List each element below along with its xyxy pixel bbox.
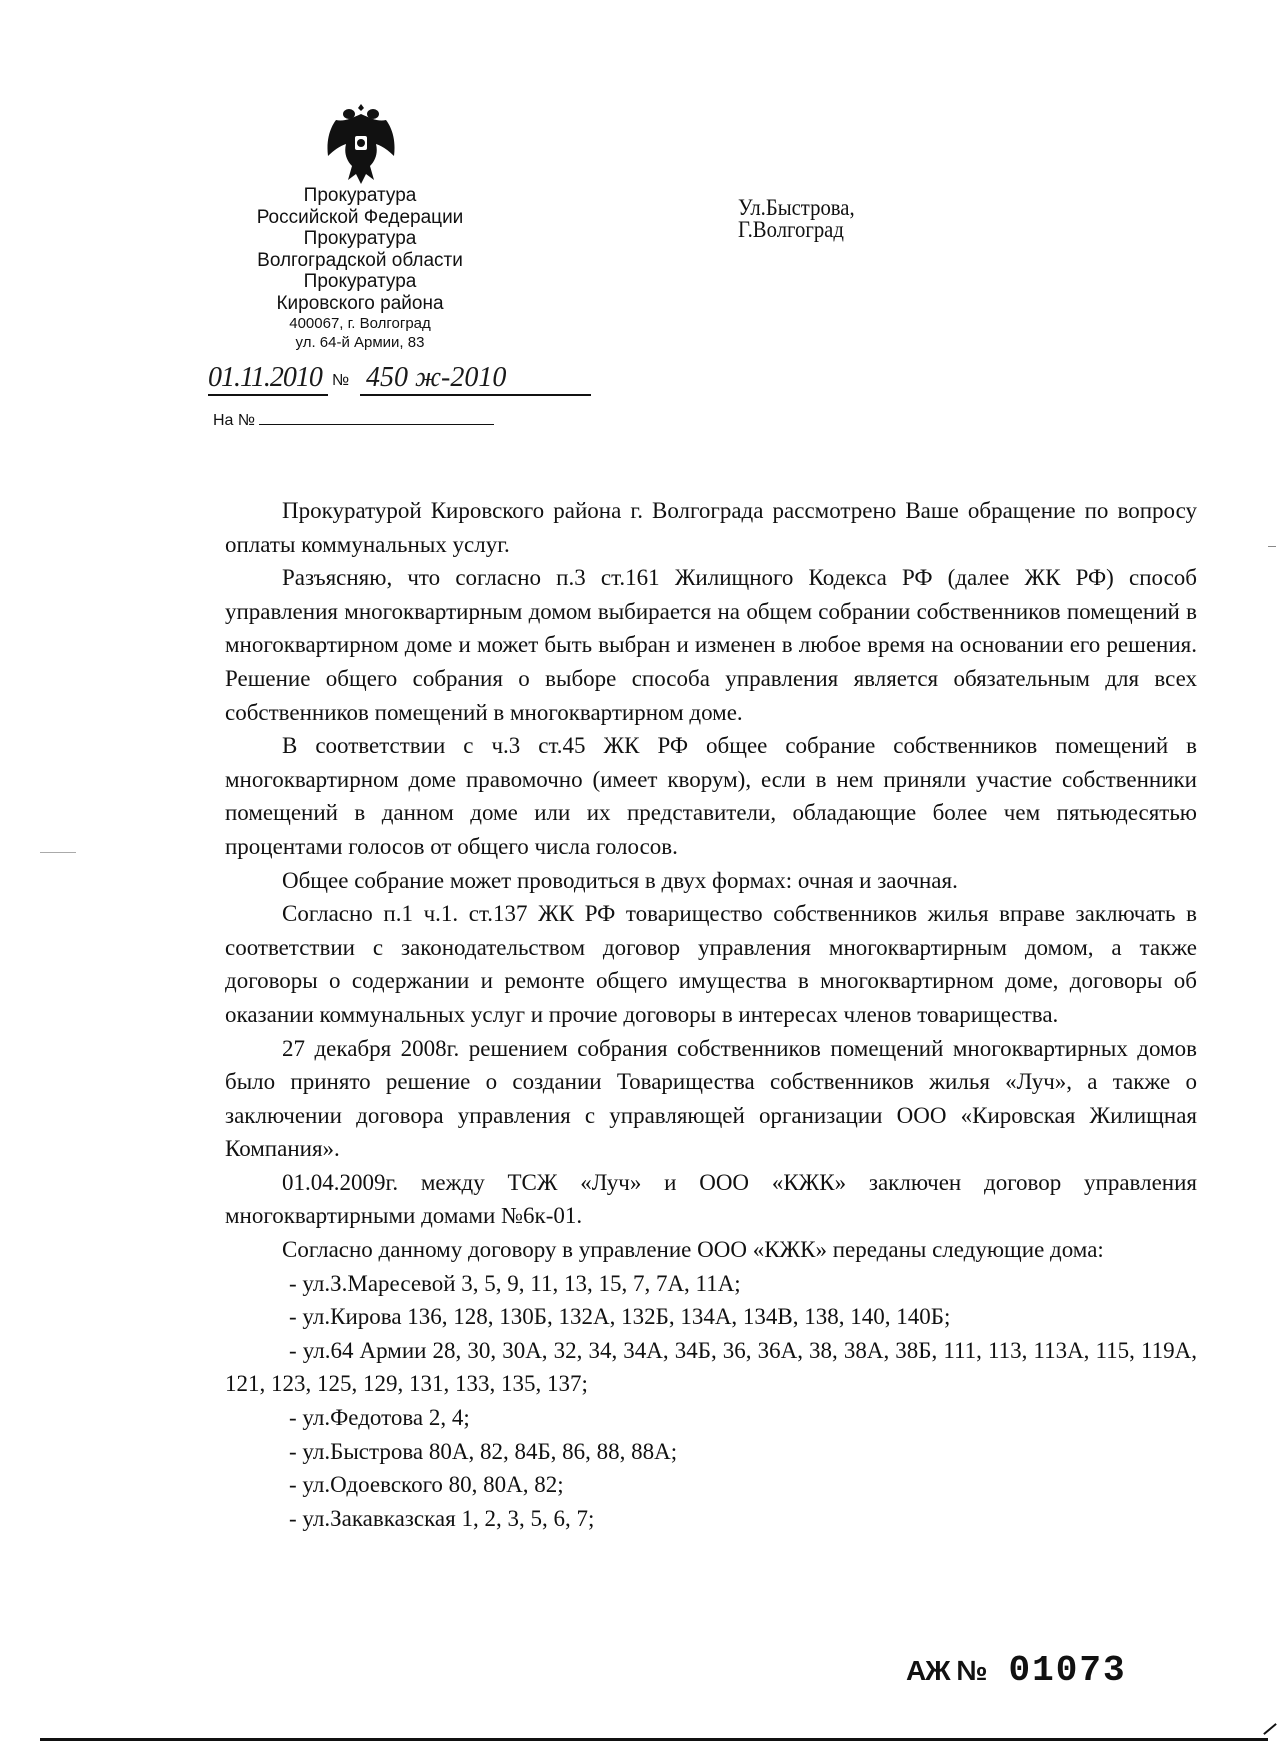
recipient-line: Ул.Быстрова,	[738, 195, 855, 220]
body-paragraph: Согласно п.1 ч.1. ст.137 ЖК РФ товарищество собственников жилья вправе заключать в соответствии с законодательством договор управления многоквартирным домом, а также договоры о содержании и ремонте общего имущества в многоквартирном доме, договоры об оказании коммунальных услуг и прочие договоры в интересах членов товарищества.	[225, 901, 1197, 1027]
house-list-item: - ул.Закавказская 1, 2, 3, 5, 6, 7;	[289, 1505, 595, 1531]
outgoing-date-number	[208, 362, 588, 394]
form-serial-number	[906, 1650, 1127, 1691]
form-serial-label: АЖ №	[906, 1655, 987, 1686]
recipient-address	[738, 197, 855, 241]
house-list-item: - ул.64 Армии 28, 30, 30А, 32, 34, 34А, 34Б, 36, 36А, 38, 38А, 38Б, 111, 113, 113А, 115, 119А, 121, 123, 125, 129, 131, 133, 135, 137;	[225, 1337, 1197, 1397]
footer-rule	[40, 1738, 1268, 1741]
house-list-item: - ул.Одоевского 80, 80А, 82;	[289, 1472, 564, 1498]
body-paragraph: Разъясняю, что согласно п.3 ст.161 Жилищного Кодекса РФ (далее ЖК РФ) способ управления многоквартирным домом выбирается на общем собрании собственников помещений в многоквартирном доме и может быть выбран и изменен в любое время на основании его решения. Решение общего собрания о выборе способа управления является обязательным для всех собственников помещений в многоквартирном доме.	[225, 565, 1197, 725]
house-list-item: - ул.Кирова 136, 128, 130Б, 132А, 132Б, 134А, 134В, 138, 140, 140Б;	[289, 1304, 951, 1330]
body-paragraph: В соответствии с ч.3 ст.45 ЖК РФ общее собрание собственников помещений в многоквартирном доме правомочно (имеет кворум), если в нем приняли участие собственники помещений в данном доме или их представители, обладающие более чем пятьюдесятью процентами голосов от общего числа голосов.	[225, 733, 1197, 859]
scan-speck	[1268, 546, 1276, 547]
body-paragraph: Прокуратурой Кировского района г. Волгограда рассмотрено Ваше обращение по вопросу оплаты коммунальных услуг.	[225, 498, 1197, 557]
body-paragraph: Согласно данному договору в управление ООО «КЖК» переданы следующие дома:	[282, 1237, 1104, 1263]
sender-line: Волгоградской области	[257, 249, 463, 271]
reference-label: На №	[213, 412, 256, 429]
outgoing-date: 01.11.2010	[208, 362, 328, 396]
sender-line: Кировского района	[276, 292, 444, 314]
sender-address-line: 400067, г. Волгоград	[289, 315, 431, 332]
body-paragraph: Общее собрание может проводиться в двух формах: очная и заочная.	[282, 867, 958, 893]
body-paragraph: 01.04.2009г. между ТСЖ «Луч» и ООО «КЖК» заключен договор управления многоквартирными домами №6к-01.	[225, 1169, 1197, 1229]
house-list-item: - ул.З.Маресевой 3, 5, 9, 11, 13, 15, 7, 7А, 11А;	[289, 1270, 741, 1296]
sender-letterhead	[200, 185, 520, 352]
number-sign: №	[332, 372, 350, 389]
sender-line: Прокуратура	[303, 271, 417, 292]
letter-body	[225, 494, 1197, 1535]
recipient-line: Г.Волгоград	[738, 217, 844, 242]
sender-line: Прокуратура	[303, 228, 417, 249]
sender-line: Российской Федерации	[256, 206, 464, 228]
house-list-item: - ул.Федотова 2, 4;	[289, 1405, 470, 1431]
coat-of-arms-emblem	[322, 100, 400, 188]
scan-speck	[40, 852, 76, 853]
reference-value	[259, 412, 494, 425]
sender-line: Прокуратура	[303, 185, 417, 206]
footer-rule-tick	[1263, 1723, 1277, 1735]
outgoing-number: 450 ж-2010	[360, 362, 591, 396]
sender-address-line: ул. 64-й Армии, 83	[295, 334, 425, 351]
form-serial-value: 01073	[1008, 1650, 1127, 1691]
house-list-item: - ул.Быстрова 80А, 82, 84Б, 86, 88, 88А;	[289, 1438, 678, 1464]
body-paragraph: 27 декабря 2008г. решением собрания собственников помещений многоквартирных домов было принято решение о создании Товарищества собственников жилья «Луч», а также о заключении договора управления с управляющей организации ООО «Кировская Жилищная Компания».	[225, 1035, 1197, 1162]
reference-number	[213, 412, 494, 430]
